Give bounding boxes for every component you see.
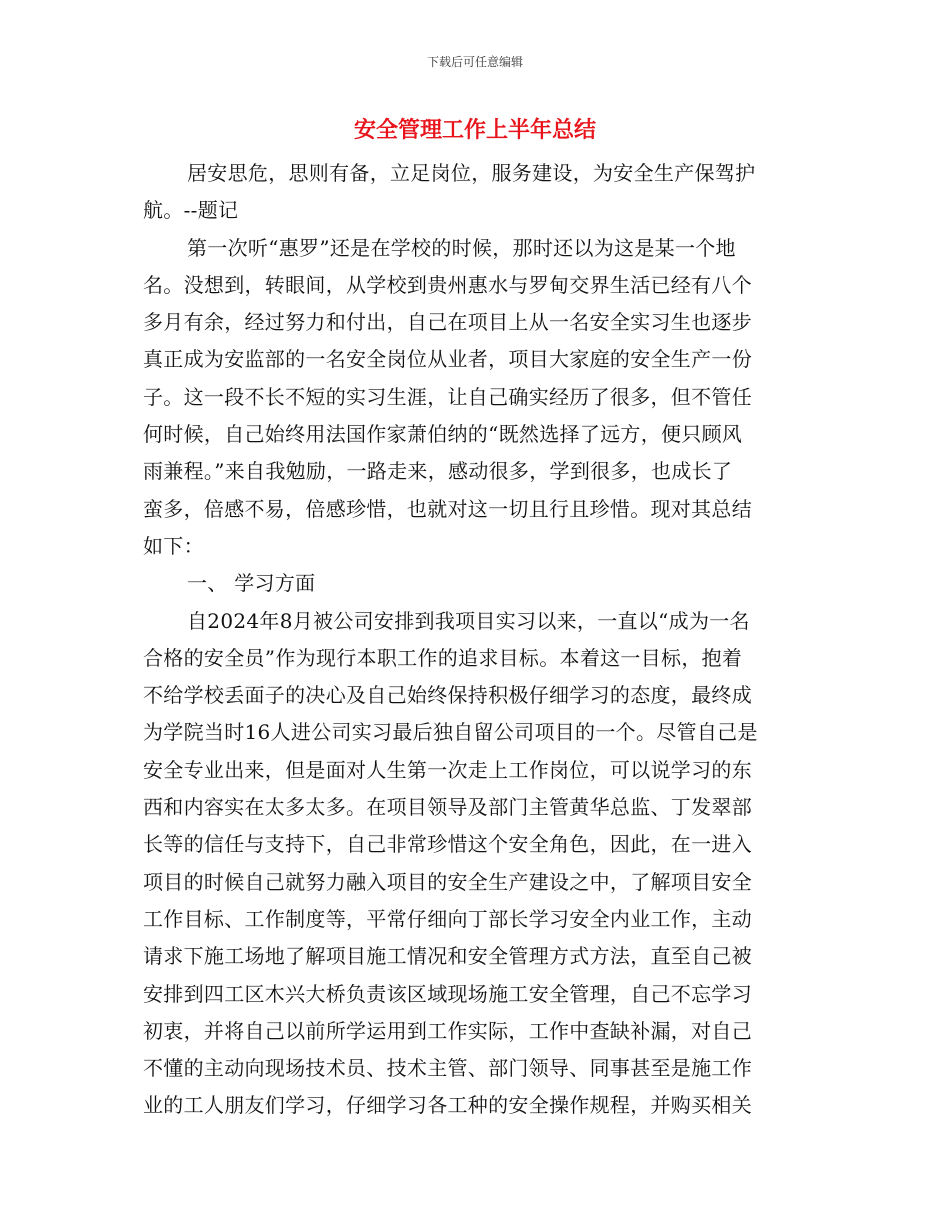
text-line: 蛮多，倍感不易，倍感珍惜，也就对这一切且行且珍惜。现对其总结 <box>143 496 752 521</box>
page-header: 下载后可任意编辑 <box>426 55 523 69</box>
text-line: 居安思危，思则有备，立足岗位，服务建设，为安全生产保驾护 <box>187 161 756 185</box>
text-line: 自2024年8月被公司安排到我项目实习以来，一直以“成为一名 <box>187 608 750 633</box>
text-line: 第一次听“惠罗”还是在学校的时候，那时还以为这是某一个地 <box>187 235 736 260</box>
text-line: 安排到四工区木兴大桥负责该区域现场施工安全管理，自己不忘学习 <box>143 981 752 1006</box>
text-line: 长等的信任与支持下，自己非常珍惜这个安全角色，因此，在一进入 <box>143 832 752 857</box>
text-line: 真正成为安监部的一名安全岗位从业者，项目大家庭的安全生产一份 <box>143 347 752 372</box>
text-line: 安全专业出来，但是面对人生第一次走上工作岗位，可以说学习的东 <box>143 757 752 782</box>
text-line: 项目的时候自己就努力融入项目的安全生产建设之中，了解项目安全 <box>143 869 752 894</box>
text-line: 何时候，自己始终用法国作家萧伯纳的“既然选择了远方，便只顾风 <box>143 422 743 447</box>
text-line: 多月有余，经过努力和付出，自己在项目上从一名安全实习生也逐步 <box>143 310 752 335</box>
text-line: 工作目标、工作制度等，平常仔细向丁部长学习安全内业工作，主动 <box>143 906 752 931</box>
document-title: 安全管理工作上半年总结 <box>353 118 596 143</box>
text-line: 初衷，并将自己以前所学运用到工作实际，工作中查缺补漏，对自己 <box>143 1018 752 1043</box>
text-line: 雨兼程。”来自我勉励，一路走来，感动很多，学到很多，也成长了 <box>143 459 733 484</box>
text-line: 业的工人朋友们学习，仔细学习各工种的安全操作规程，并购买相关 <box>143 1093 752 1118</box>
text-line: 航。--题记 <box>143 198 239 223</box>
text-line: 不懂的主动向现场技术员、技术主管、部门领导、同事甚至是施工作 <box>143 1056 752 1081</box>
text-line: 合格的安全员”作为现行本职工作的追求目标。本着这一目标，抱着 <box>143 645 743 670</box>
document-body <box>143 155 803 1125</box>
text-line: 请求下施工场地了解项目施工情况和安全管理方式方法，直至自己被 <box>143 944 752 969</box>
section-heading: 一、 学习方面 <box>187 571 316 596</box>
text-line: 为学院当时16人进公司实习最后独自留公司项目的一个。尽管自己是 <box>143 720 758 745</box>
text-line: 子。这一段不长不短的实习生涯，让自己确实经历了很多，但不管任 <box>143 384 752 409</box>
text-line: 如下： <box>143 533 204 558</box>
text-line: 不给学校丢面子的决心及自己始终保持积极仔细学习的态度，最终成 <box>143 683 752 708</box>
text-line: 名。没想到，转眼间，从学校到贵州惠水与罗甸交界生活已经有八个 <box>143 272 752 297</box>
text-line: 西和内容实在太多太多。在项目领导及部门主管黄华总监、丁发翠部 <box>143 795 752 820</box>
